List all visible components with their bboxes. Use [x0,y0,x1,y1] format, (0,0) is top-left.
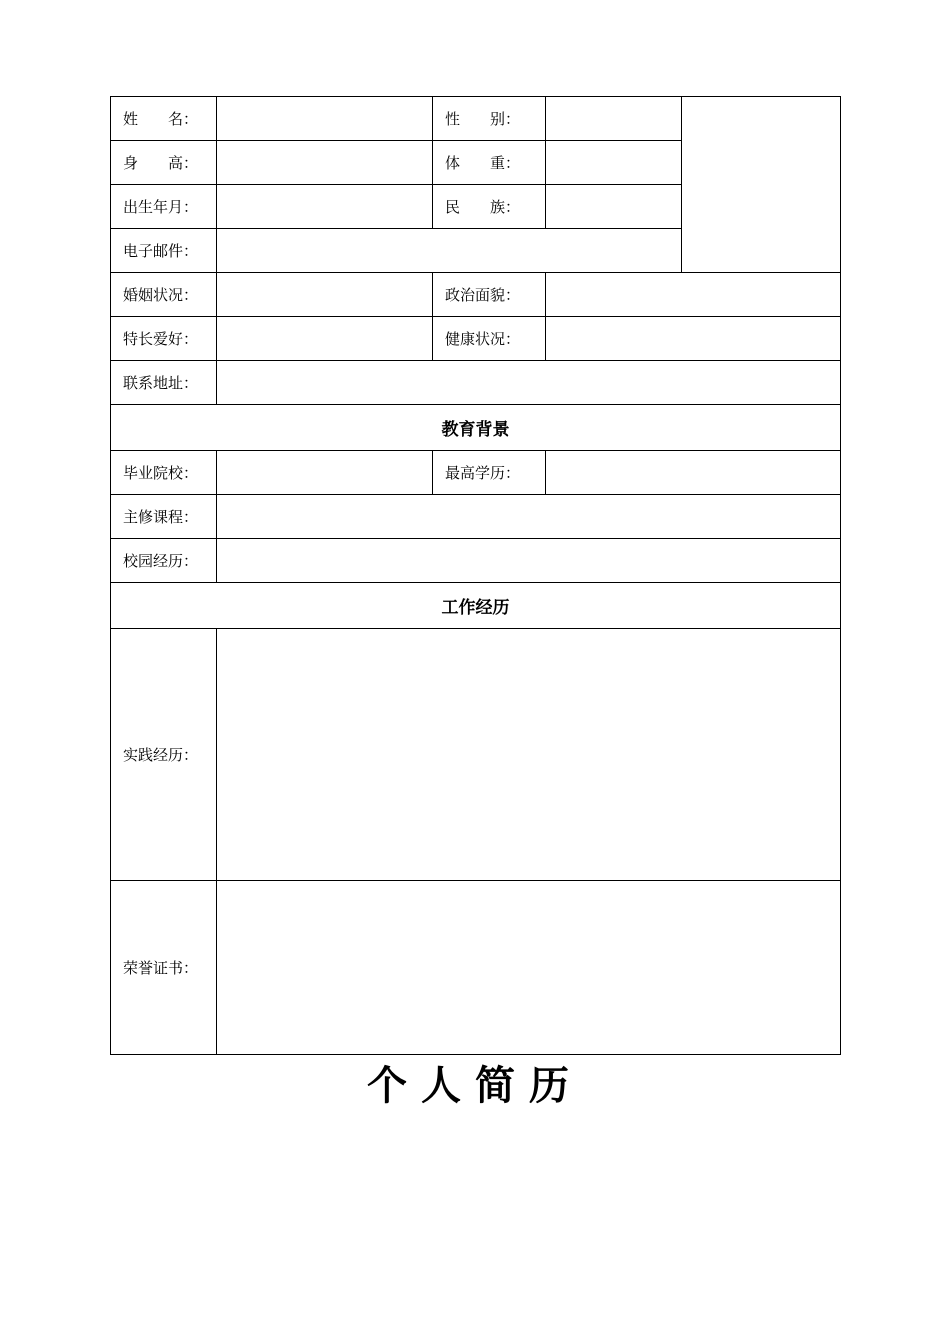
row-marital-political [111,273,841,317]
row-work-header [111,583,841,629]
weight-field[interactable] [546,141,682,185]
email-label: 电子邮件： [111,229,217,273]
ethnicity-field[interactable] [546,185,682,229]
hobby-label: 特长爱好： [111,317,217,361]
row-practice [111,629,841,881]
gender-field[interactable] [546,97,682,141]
school-label: 毕业院校： [111,451,217,495]
marital-label: 婚姻状况： [111,273,217,317]
hobby-field[interactable] [217,317,433,361]
row-address [111,361,841,405]
document-title: 个人简历 [367,1063,583,1109]
campus-label: 校园经历： [111,539,217,583]
practice-field[interactable] [217,629,841,881]
row-name-gender [111,97,841,141]
marital-field[interactable] [217,273,433,317]
practice-label: 实践经历： [111,629,217,881]
row-campus [111,539,841,583]
degree-label: 最高学历： [433,451,546,495]
birth-field[interactable] [217,185,433,229]
political-label: 政治面貌： [433,273,546,317]
height-field[interactable] [217,141,433,185]
row-honors [111,881,841,1055]
work-section-title: 工作经历 [111,583,841,629]
photo-box[interactable] [682,97,841,273]
address-field[interactable] [217,361,841,405]
height-label: 身 高： [111,141,217,185]
row-education-header [111,405,841,451]
ethnicity-label: 民 族： [433,185,546,229]
education-section-title: 教育背景 [111,405,841,451]
school-field[interactable] [217,451,433,495]
health-label: 健康状况： [433,317,546,361]
row-school-degree [111,451,841,495]
health-field[interactable] [546,317,841,361]
address-label: 联系地址： [111,361,217,405]
degree-field[interactable] [546,451,841,495]
row-hobby-health [111,317,841,361]
name-field[interactable] [217,97,433,141]
email-field[interactable] [217,229,682,273]
name-label: 姓 名： [111,97,217,141]
political-field[interactable] [546,273,841,317]
birth-label: 出生年月： [111,185,217,229]
weight-label: 体 重： [433,141,546,185]
courses-label: 主修课程： [111,495,217,539]
courses-field[interactable] [217,495,841,539]
honors-label: 荣誉证书： [111,881,217,1055]
gender-label: 性 别： [433,97,546,141]
honors-field[interactable] [217,881,841,1055]
resume-form-table [110,96,841,1055]
campus-field[interactable] [217,539,841,583]
row-courses [111,495,841,539]
